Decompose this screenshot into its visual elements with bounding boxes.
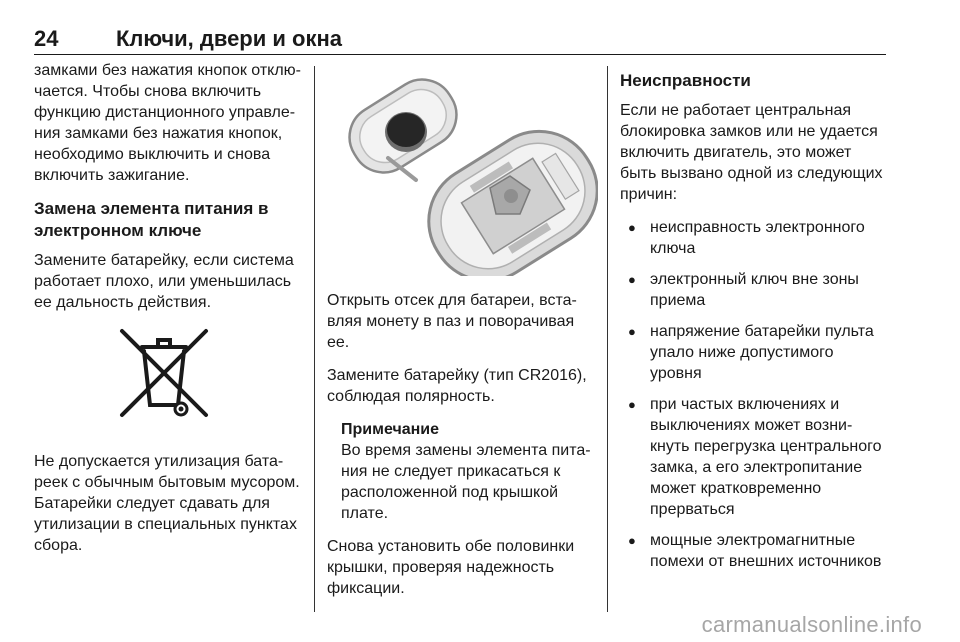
column-right (620, 64, 892, 582)
list-item: ● при частых включениях и выключениях может возни- кнуть перегрузка центрального замка, а его электропитание может кратковременно прерваться (620, 394, 892, 520)
battery-paragraph: Замените батарейку, если система работает плохо, или уменьшилась ее дальность действия. (34, 252, 294, 311)
column-middle (327, 290, 599, 611)
intro-paragraph: замками без нажатия кнопок отклю- чается. Чтобы снова включить функцию дистанционного управле- ния замками без нажатия кнопок, необходимо выключить и снова включить зажигание. (34, 62, 301, 184)
list-item: ● мощные электромагнитные помехи от внешних источников (620, 530, 892, 572)
section-heading-battery: Замена элемента питания в электронном ключе (34, 199, 269, 240)
column-left (34, 60, 306, 568)
key-battery-illustration (328, 68, 598, 281)
note-body: Во время замены элемента пита- ния не следует прикасаться к расположенной под крышкой плате. (341, 442, 591, 522)
note-title: Примечание (341, 421, 440, 438)
note-box (341, 419, 599, 524)
list-item: ● напряжение батарейки пульта упало ниже допустимого уровня (620, 321, 892, 384)
column-divider-1 (314, 66, 315, 612)
faults-paragraph: Если не работает центральная блокировка замков или не удается включить двигатель, это может быть вызвано одной из следующих причин: (620, 102, 883, 203)
list-item: ● неисправность электронного ключа (620, 217, 892, 259)
page-number: 24 (34, 26, 59, 51)
list-item: ● электронный ключ вне зоны приема (620, 269, 892, 311)
disposal-paragraph: Не допускается утилизация бата- реек с обычным бытовым мусором. Батарейки следует сдавать для утилизации в специальных пунктах сбора. (34, 453, 300, 554)
open-compartment-paragraph: Открыть отсек для батареи, вста- вляя монету в паз и поворачивая ее. (327, 292, 577, 351)
section-heading-faults: Неисправности (620, 71, 751, 90)
replace-battery-paragraph: Замените батарейку (тип CR2016), соблюдая полярность. (327, 367, 587, 405)
page-title: Ключи, двери и окна (116, 26, 342, 51)
faults-list (620, 217, 892, 572)
page-header (34, 14, 886, 55)
reassemble-paragraph: Снова установить обе половинки крышки, проверяя надежность фиксации. (327, 538, 575, 597)
crossed-bin-icon (114, 325, 306, 427)
watermark: carmanualsonline.info (701, 612, 922, 637)
column-divider-2 (607, 66, 608, 612)
